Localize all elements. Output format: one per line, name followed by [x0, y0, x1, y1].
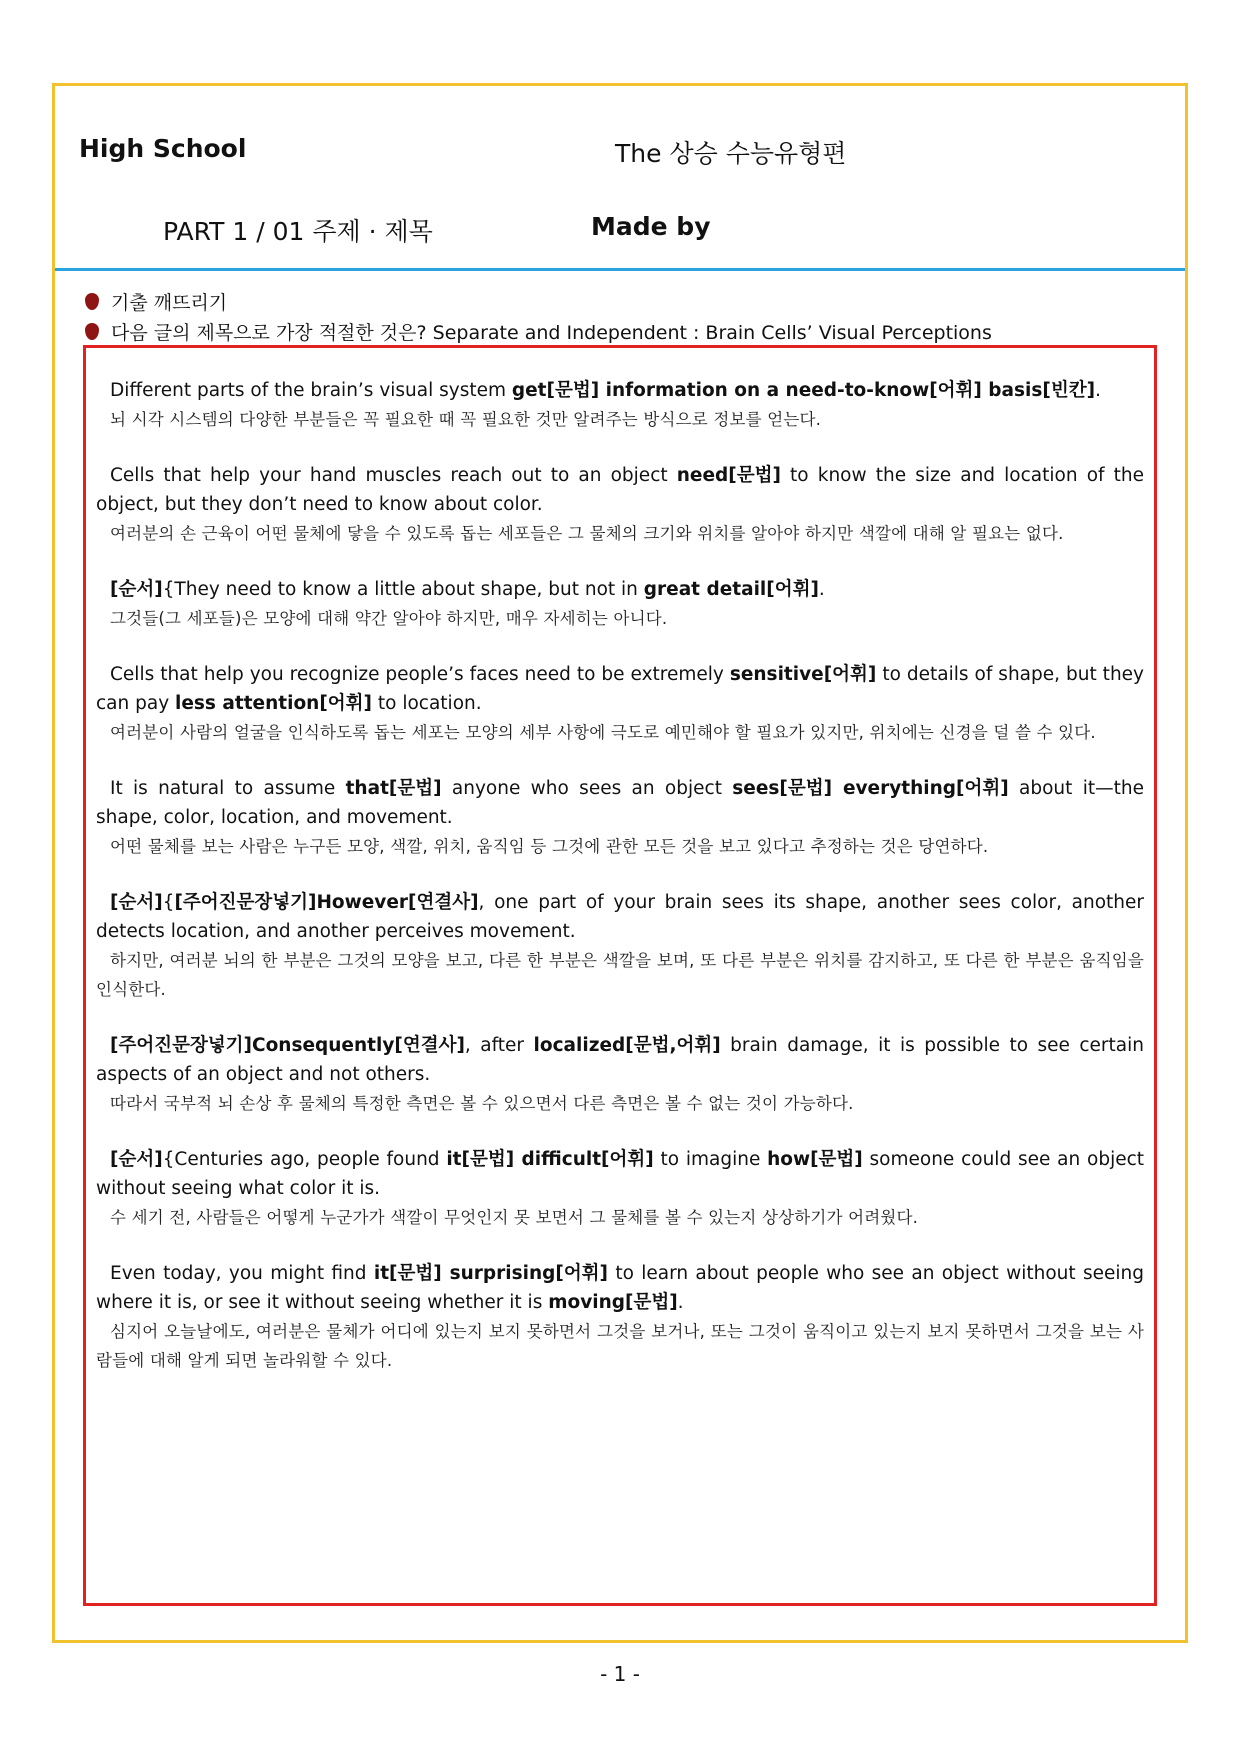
- sentence-text: to know the size and location of the object, but they don’t need to know about color.: [96, 465, 1145, 515]
- sentence-text: {Centuries ago, people found: [162, 1149, 447, 1170]
- sentence-text: {: [162, 892, 175, 913]
- annotated-phrase: [순서]: [110, 892, 163, 913]
- korean-translation: 여러분이 사람의 얼굴을 인식하도록 돕는 세포는 모양의 세부 사항에 극도로 예민해야 할 필요가 있지만, 위치에는 신경을 덜 쓸 수 있다.: [110, 723, 1096, 742]
- book-title: The 상승 수능유형편: [615, 139, 847, 168]
- sentence-text: {They need to know a little about shape, but not in: [162, 579, 644, 600]
- sentence-text: , one part of your brain sees its shape, another sees color, another detects location, and another perceives movement.: [96, 892, 1144, 942]
- page-number: - 1 -: [600, 1662, 640, 1686]
- part-label: PART 1 / 01 주제 · 제목: [163, 217, 433, 246]
- english-sentence: [96, 575, 1144, 604]
- question-bullets: [85, 286, 1165, 346]
- annotated-phrase: great detail[어휘]: [643, 579, 819, 600]
- passage-paragraph: [96, 1259, 1144, 1375]
- page-frame: [52, 83, 1188, 1643]
- english-sentence: [96, 1259, 1144, 1317]
- english-sentence: [96, 461, 1144, 519]
- sentence-text: , after: [464, 1035, 534, 1056]
- korean-translation: 어떤 물체를 보는 사람은 누구든 모양, 색깔, 위치, 움직임 등 그것에 관한 모든 것을 보고 있다고 추정하는 것은 당연하다.: [110, 837, 989, 856]
- sentence-text: someone could see an object without seeing what color it is.: [96, 1149, 1145, 1199]
- english-sentence: [96, 774, 1144, 832]
- sentence-text: to learn about people who see an object without seeing where it is, or see it without seeing whether it is: [96, 1263, 1144, 1313]
- passage-paragraph: [96, 660, 1144, 747]
- annotated-phrase: it[문법] surprising[어휘]: [373, 1263, 609, 1284]
- korean-translation: 심지어 오늘날에도, 여러분은 물체가 어디에 있는지 보지 못하면서 그것을 보거나, 또는 그것이 움직이고 있는지 보지 못하면서 그것을 보는 사람들에 대해 알게 되면 놀라워할 수 있다.: [96, 1322, 1144, 1370]
- korean-translation: 뇌 시각 시스템의 다양한 부분들은 꼭 필요한 때 꼭 필요한 것만 알려주는 방식으로 정보를 얻는다.: [110, 410, 822, 429]
- english-sentence: [96, 660, 1144, 718]
- strawberry-bullet-icon: [85, 323, 99, 340]
- sentence-text: .: [677, 1292, 684, 1313]
- sentence-text: anyone who sees an object: [441, 778, 733, 799]
- passage-paragraph: [96, 888, 1144, 1004]
- passage-paragraph: [96, 461, 1144, 548]
- sentence-text: .: [1095, 380, 1101, 401]
- page-header: [55, 86, 1185, 271]
- english-sentence: [96, 1145, 1144, 1203]
- passage-paragraph: [96, 1031, 1144, 1118]
- passage-paragraph: [96, 376, 1144, 434]
- annotated-phrase: how[문법]: [767, 1149, 863, 1170]
- sentence-text: Cells that help your hand muscles reach out to an object: [110, 465, 677, 486]
- sentence-text: .: [818, 579, 825, 600]
- strawberry-bullet-icon: [85, 293, 99, 310]
- passage-paragraph: [96, 1145, 1144, 1232]
- annotated-phrase: [주어진문장넣기]Consequently[연결사]: [110, 1035, 465, 1056]
- sentence-text: Different parts of the brain’s visual system: [110, 380, 512, 401]
- sentence-text: Cells that help you recognize people’s faces need to be extremely: [110, 664, 730, 685]
- sentence-text: brain damage, it is possible to see certain aspects of an object and not others.: [96, 1035, 1144, 1085]
- passage-paragraph: [96, 575, 1144, 633]
- sentence-text: about it—the shape, color, location, and movement.: [96, 778, 1144, 828]
- english-sentence: [96, 888, 1144, 946]
- korean-translation: 수 세기 전, 사람들은 어떻게 누군가가 색깔이 무엇인지 못 보면서 그 물체를 볼 수 있는지 상상하기가 어려웠다.: [110, 1208, 919, 1227]
- korean-translation: 하지만, 여러분 뇌의 한 부분은 그것의 모양을 보고, 다른 한 부분은 색깔을 보며, 또 다른 부분은 위치를 감지하고, 또 다른 한 부분은 움직임을 인식한다.: [96, 951, 1144, 999]
- bullet-item: [85, 286, 1165, 316]
- annotated-phrase: sensitive[어휘]: [729, 664, 877, 685]
- english-sentence: [96, 1031, 1144, 1089]
- annotated-phrase: it[문법] difficult[어휘]: [446, 1149, 654, 1170]
- korean-translation: 따라서 국부적 뇌 손상 후 물체의 특정한 측면은 볼 수 있으면서 다른 측면은 볼 수 없는 것이 가능하다.: [110, 1094, 854, 1113]
- korean-translation: 그것들(그 세포들)은 모양에 대해 약간 알아야 하지만, 매우 자세히는 아니다.: [110, 609, 668, 628]
- sentence-text: It is natural to assume: [110, 778, 346, 799]
- passage-paragraph: [96, 774, 1144, 861]
- made-by-label: Made by: [591, 212, 711, 241]
- school-label: High School: [79, 134, 247, 163]
- sentence-text: to location.: [372, 693, 482, 714]
- annotated-phrase: need[문법]: [676, 465, 781, 486]
- korean-translation: 여러분의 손 근육이 어떤 물체에 닿을 수 있도록 돕는 세포들은 그 물체의 크기와 위치를 알아야 하지만 색깔에 대해 알 필요는 없다.: [110, 524, 1064, 543]
- annotated-phrase: [순서]: [110, 579, 163, 600]
- english-sentence: [96, 376, 1144, 405]
- sentence-text: to details of shape, but they can pay: [96, 664, 1144, 714]
- bullet-text: 다음 글의 제목으로 가장 적절한 것은? Separate and Independent : Brain Cells’ Visual Perceptions: [111, 321, 992, 344]
- annotated-phrase: that[문법]: [345, 778, 442, 799]
- annotated-phrase: localized[문법,어휘]: [533, 1035, 721, 1056]
- bullet-text: 기출 깨뜨리기: [111, 291, 228, 314]
- sentence-text: to imagine: [653, 1149, 768, 1170]
- annotated-phrase: less attention[어휘]: [175, 693, 372, 714]
- annotated-phrase: moving[문법]: [548, 1292, 678, 1313]
- annotated-phrase: get[문법] information on a need-to-know[어휘] basis[빈칸]: [511, 380, 1096, 401]
- sentence-text: Even today, you might find: [110, 1263, 374, 1284]
- annotated-phrase: [순서]: [110, 1149, 163, 1170]
- annotated-phrase: [주어진문장넣기]However[연결사]: [174, 892, 479, 913]
- passage-box: [83, 345, 1157, 1606]
- annotated-phrase: sees[문법] everything[어휘]: [732, 778, 1009, 799]
- bullet-item: [85, 316, 1165, 346]
